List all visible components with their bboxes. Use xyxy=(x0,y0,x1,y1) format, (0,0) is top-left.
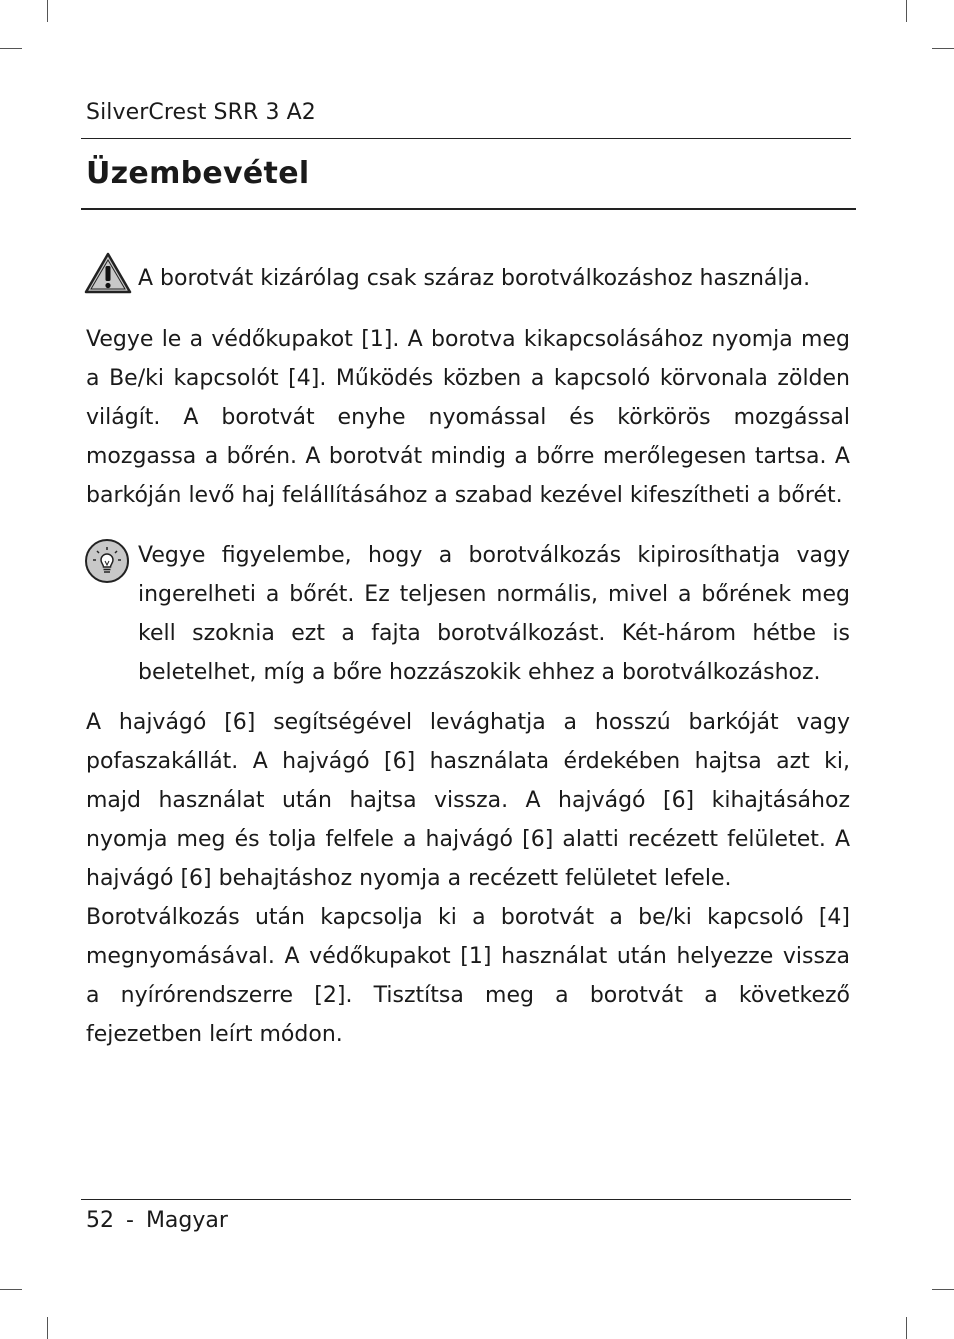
crop-mark xyxy=(932,1289,954,1290)
footer-language: Magyar xyxy=(145,1208,228,1233)
warning-triangle-icon xyxy=(84,252,132,294)
tip-text: Vegye figyelembe, hogy a borotválkozás kipirosíthatja vagy ingerelheti a bőrét. Ez teljesen normális, mivel a bőrének meg kell szoknia ezt a fajta borotválkozást. Két-három hétbe is beletelhet, míg a bőre hozzászokik ehhez a borotválkozáshoz. xyxy=(138,543,850,685)
crop-mark xyxy=(0,48,22,49)
footer-rule xyxy=(81,1199,851,1200)
header-rule xyxy=(81,138,851,139)
title-rule xyxy=(81,208,856,210)
header-product: SilverCrest SRR 3 A2 xyxy=(86,100,316,125)
warning-text: A borotvát kizárólag csak száraz borotválkozáshoz használja. xyxy=(138,266,811,291)
paragraph-hair-trimmer: A hajvágó [6] segítségével levághatja a hosszú barkóját vagy pofaszakállát. A hajvágó [6] használata érdekében hajtsa azt ki, majd használat után hajtsa vissza. A hajvágó [6] kihajtásához nyomja meg és tolja felfele a hajvágó [6] alatti recézett felületet. A hajvágó [6] behajtáshoz nyomja a recézett felületet lefele. xyxy=(86,710,850,891)
paragraph-operation: Vegye le a védőkupakot [1]. A borotva kikapcsolásához nyomja meg a Be/ki kapcsolót [4]. Működés közben a kapcsoló körvonala zölden világít. A borotvát enyhe nyomással és körkörös mozgással mozgassa a bőrén. A borotvát mindig a bőrre merőlegesen tartsa. A barkóján levő haj felállításához a szabad kezével kifeszítheti a bőrét. xyxy=(86,327,850,508)
lightbulb-tip-icon xyxy=(84,538,130,584)
crop-mark xyxy=(932,48,954,49)
crop-mark xyxy=(47,1317,48,1339)
page-title: Üzembevétel xyxy=(86,156,310,191)
crop-mark xyxy=(0,1289,22,1290)
crop-mark xyxy=(906,0,907,22)
footer-separator: - xyxy=(126,1208,134,1233)
footer xyxy=(86,1208,228,1233)
page-number: 52 xyxy=(86,1208,114,1233)
crop-mark xyxy=(47,0,48,22)
crop-mark xyxy=(906,1317,907,1339)
paragraph-after-shaving: Borotválkozás után kapcsolja ki a borotvát a be/ki kapcsoló [4] megnyomásával. A védőkupakot [1] használat után helyezze vissza a nyírórendszerre [2]. Tisztítsa meg a borotvát a következő fejezetben leírt módon. xyxy=(86,905,850,1047)
